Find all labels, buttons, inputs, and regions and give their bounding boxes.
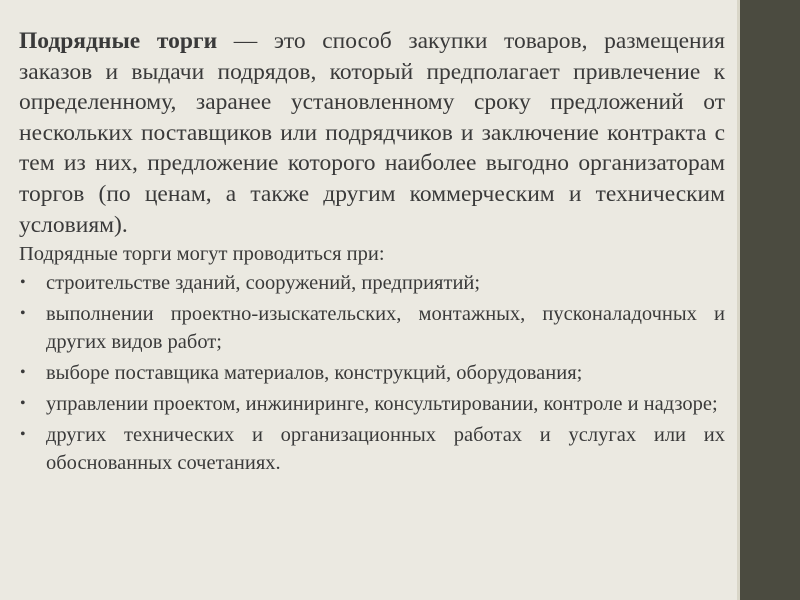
list-item (19, 390, 725, 418)
list-intro: Подрядные торги могут проводиться при: (19, 243, 385, 266)
bullet-icon: • (20, 274, 26, 292)
decorative-side-bar (737, 0, 800, 600)
bullet-list (19, 269, 725, 477)
list-item-text: управлении проектом, инжиниринге, консультировании, контроле и надзоре; (46, 393, 718, 416)
definition-text: — это способ закупки товаров, размещения заказов и выдачи подрядов, который предполагает привлечение к определенному, заранее установленному сроку предложений от нескольких поставщиков или подрядчиков и заключение контракта с тем из них, предложение которого наиболее выгодно организаторам торгов (по ценам, а также другим коммерческим и техническим условиям). (19, 28, 725, 238)
definition-paragraph (19, 26, 725, 240)
list-item-text: других технических и организационных работах и услугах или их обоснованных сочетаниях. (46, 424, 725, 475)
bullet-icon: • (20, 364, 26, 382)
list-item-text: выборе поставщика материалов, конструкций, оборудования; (46, 362, 583, 385)
bullet-icon: • (20, 395, 26, 413)
definition-term: Подрядные торги (19, 28, 218, 54)
list-item (19, 300, 725, 356)
list-item (19, 421, 725, 477)
slide-content (19, 26, 725, 480)
list-item (19, 359, 725, 387)
list-item (19, 269, 725, 297)
bullet-icon: • (20, 426, 26, 444)
side-bar-divider (737, 0, 740, 600)
list-item-text: выполнении проектно-изыскательских, монтажных, пусконаладочных и других видов работ; (46, 303, 725, 354)
list-item-text: строительстве зданий, сооружений, предприятий; (46, 272, 481, 295)
bullet-icon: • (20, 305, 26, 323)
